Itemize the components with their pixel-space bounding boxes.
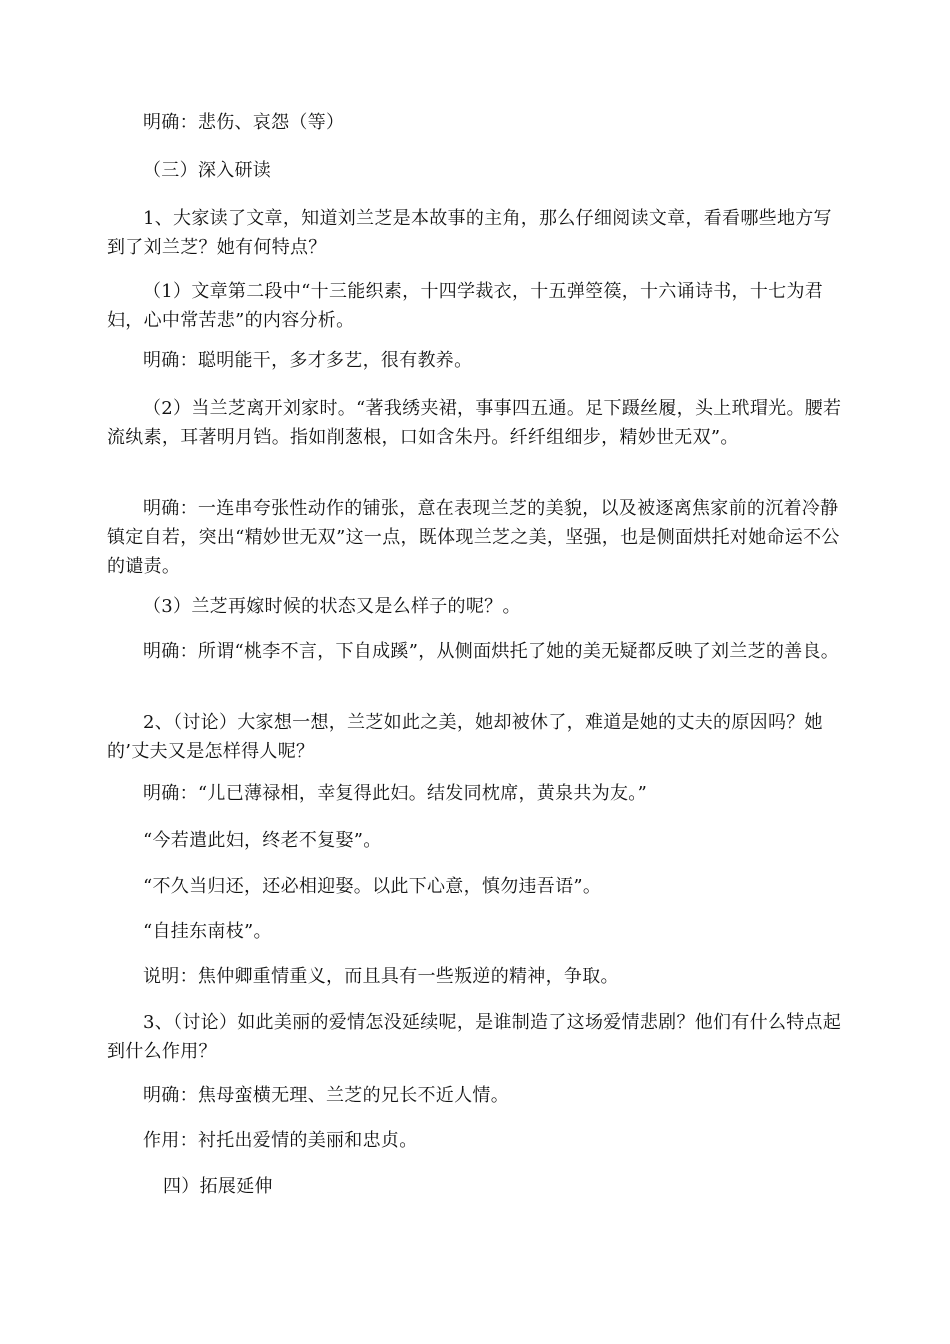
answer-q2-quote-3: “不久当归还，还必相迎娶。以此下心意，慎勿违吾语”。 — [143, 876, 602, 897]
sub-question-1: （1）文章第二段中“十三能织素，十四学裁衣，十五弹箜篌，十六诵诗书，十七为君妇，心中常苦悲”的内容分析。 — [107, 281, 824, 331]
question-2: 2、（讨论）大家想一想，兰芝如此之美，她却被休了，难道是她的丈夫的原因吗？她的’丈夫又是怎样得人呢？ — [107, 712, 823, 762]
question-1: 1、大家读了文章，知道刘兰芝是本故事的主角，那么仔细阅读文章，看看哪些地方写到了刘兰芝？她有何特点？ — [107, 208, 832, 258]
paragraph-answer-sadness: 明确：悲伤、哀怨（等） — [143, 112, 345, 133]
section-heading-deep-reading: （三）深入研读 — [143, 160, 272, 181]
answer-sub-3: 明确：所谓“桃李不言，下自成蹊”，从侧面烘托了她的美无疑都反映了刘兰芝的善良。 — [143, 641, 840, 662]
sub-question-2: （2）当兰芝离开刘家时。“著我绣夹裙，事事四五通。足下蹑丝履，头上玳瑁光。腰若流纨素，耳著明月铛。指如削葱根，口如含朱丹。纤纤组细步，精妙世无双”。 — [107, 398, 842, 448]
section-heading-extension: 四）拓展延伸 — [163, 1176, 273, 1197]
answer-sub-1: 明确：聪明能干，多才多艺，很有教养。 — [143, 350, 473, 371]
question-3: 3、（讨论）如此美丽的爱情怎没延续呢，是谁制造了这场爱情悲剧？他们有什么特点起到什么作用？ — [107, 1012, 842, 1062]
answer-q2-quote-1: 明确：“儿已薄禄相，幸复得此妇。结发同枕席，黄泉共为友。” — [143, 783, 648, 804]
sub-question-3: （3）兰芝再嫁时候的状态又是么样子的呢？。 — [143, 596, 521, 617]
answer-q2-quote-4: “自挂东南枝”。 — [143, 921, 272, 942]
answer-q3: 明确：焦母蛮横无理、兰芝的兄长不近人情。 — [143, 1085, 509, 1106]
answer-q2-quote-2: “今若遣此妇，终老不复娶”。 — [143, 830, 382, 851]
explanation-q2: 说明：焦仲卿重情重义，而且具有一些叛逆的精神，争取。 — [143, 966, 619, 987]
answer-sub-2: 明确：一连串夸张性动作的铺张，意在表现兰芝的美貌，以及被逐离焦家前的沉着冷静镇定自若，突出“精妙世无双”这一点，既体现兰芝之美，坚强，也是侧面烘托对她命运不公的谴责。 — [107, 498, 840, 577]
effect-q3: 作用：衬托出爱情的美丽和忠贞。 — [143, 1130, 418, 1151]
